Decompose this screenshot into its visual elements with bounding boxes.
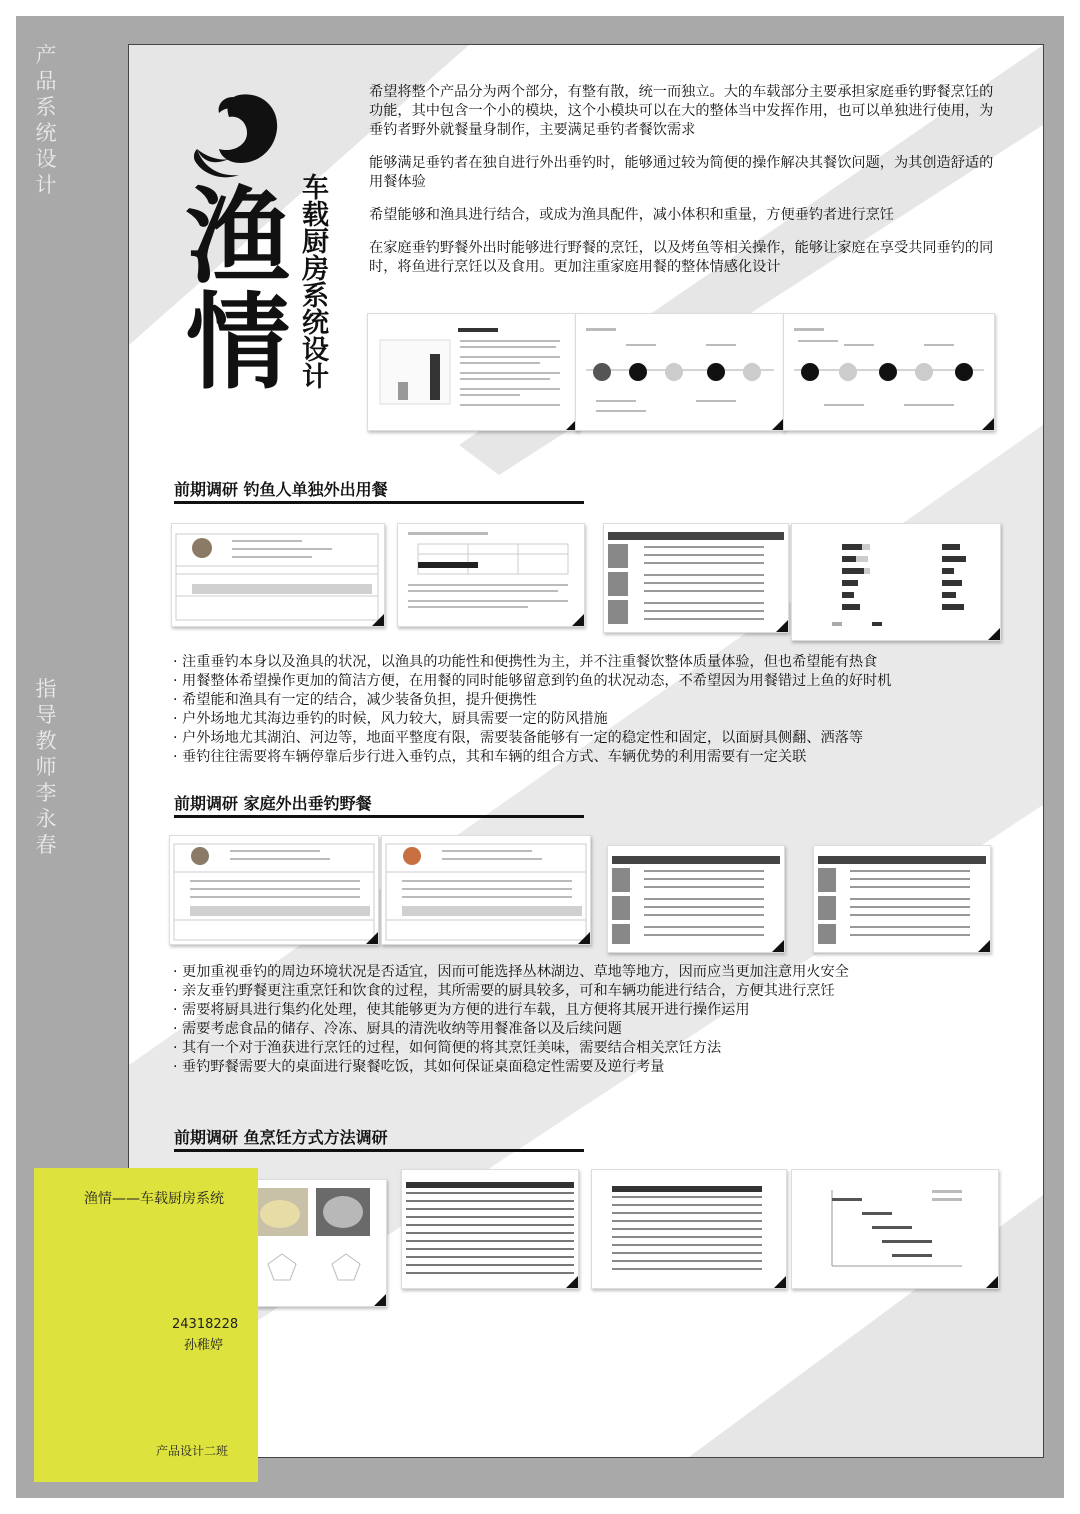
class-name: 产品设计二班 (156, 1444, 229, 1458)
section-heading-cooking (174, 1125, 388, 1151)
side-label-char: 春 (35, 833, 57, 857)
fish-drop-logo (189, 87, 285, 183)
side-label-char: 李 (35, 781, 57, 805)
section-heading-solo (174, 477, 388, 503)
corner-mark (988, 628, 1000, 640)
solo-findings-list (173, 653, 1033, 767)
side-label-char: 品 (35, 69, 57, 93)
side-label-category (34, 42, 58, 198)
corner-mark (774, 1276, 786, 1288)
side-label-char: 设 (35, 147, 57, 171)
finding-item: · 注重垂钓本身以及渔具的状况，以渔具的功能性和便携性为主，并不注重餐饮整体质量体验，但也希望能有热食 (173, 654, 878, 670)
card-title: 渔情——车载厨房系统 (84, 1191, 224, 1207)
thumbnail-cooking-table (401, 1169, 579, 1289)
thumbnail-persona-table-3 (381, 835, 591, 945)
thumbnail-graphic (368, 314, 578, 430)
section-heading-text: 前期调研 家庭外出垂钓野餐 (174, 794, 372, 813)
side-label-char: 导 (35, 703, 57, 727)
thumbnail-graphic (592, 1170, 786, 1288)
finding-item: · 希望能和渔具有一定的结合，减少装备负担，提升便携性 (173, 692, 537, 708)
side-label-instructor (34, 676, 58, 858)
corner-mark (982, 418, 994, 430)
side-label-char: 教 (35, 729, 57, 753)
intro-paragraph: 希望能够和渔具进行结合，或成为渔具配件，减小体积和重量，方便垂钓者进行烹饪 (369, 207, 894, 223)
corner-mark (572, 614, 584, 626)
thumbnail-process-flow (575, 313, 785, 431)
thumbnail-rating-table-3 (813, 845, 991, 953)
thumbnail-cooking-table-2 (591, 1169, 787, 1289)
poster-sheet (128, 44, 1044, 1458)
thumbnail-graphic (784, 314, 994, 430)
side-label-char: 系 (35, 95, 57, 119)
intro-paragraph: 希望将整个产品分为两个部分，有整有散，统一而独立。大的车载部分主要承担家庭垂钓野餐烹饪的功能，其中包含一个小的模块，这个小模块可以在大的整体当中发挥作用，也可以单独进行使用，为垂钓者野外就餐量身制作，主要满足垂钓者餐饮需求 (369, 84, 994, 138)
finding-item: · 需要考虑食品的储存、冷冻、厨具的清洗收纳等用餐准备以及后续问题 (173, 1021, 622, 1037)
thumbnail-graphic (402, 1170, 578, 1288)
intro-paragraph: 在家庭垂钓野餐外出时能够进行野餐的烹饪，以及烤鱼等相关操作，能够让家庭在享受共同垂钓的同时，将鱼进行烹饪以及食用。更加注重家庭用餐的整体情感化设计 (369, 240, 994, 275)
corner-mark (372, 614, 384, 626)
intro-text (369, 83, 999, 291)
finding-item: · 亲友垂钓野餐更注重烹饪和饮食的过程，其所需要的厨具较多，可和车辆功能进行结合，方便其进行烹饪 (173, 983, 835, 999)
thumbnail-bar-chart (791, 523, 1001, 641)
corner-mark (776, 620, 788, 632)
finding-item: · 垂钓野餐需要大的桌面进行聚餐吃饭，其如何保证桌面稳定性需要及逆行考量 (173, 1059, 665, 1075)
finding-item: · 用餐整体希望操作更加的简洁方便，在用餐的同时能够留意到钓鱼的状况动态，不希望因为用餐错过上鱼的好时机 (173, 673, 892, 689)
thumbnail-graphic (170, 836, 378, 944)
side-label-char: 永 (35, 807, 57, 831)
thumbnail-graphic (604, 524, 788, 632)
thumbnail-graphic (576, 314, 784, 430)
finding-item: · 户外场地尤其海边垂钓的时候，风力较大，厨具需要一定的防风措施 (173, 711, 608, 727)
family-findings-list (173, 963, 1033, 1077)
heading-underline (174, 1149, 584, 1152)
thumbnail-temperature-chart (791, 1169, 999, 1289)
thumbnail-equipment-table (397, 523, 585, 627)
student-id: 24318228 (172, 1317, 239, 1332)
poster-subtitle: 车载厨房系统设计 (297, 173, 328, 389)
finding-item: · 户外场地尤其湖泊、河边等，地面平整度有限，需要装备能够有一定的稳定性和固定，以面厨具侧翻、洒落等 (173, 730, 864, 746)
section-heading-family (174, 791, 372, 817)
side-label-char: 计 (35, 173, 57, 197)
heading-underline (174, 815, 584, 818)
side-label-char: 产 (35, 43, 57, 67)
thumbnail-user-characteristics (367, 313, 579, 431)
thumbnail-graphic (398, 524, 584, 626)
corner-mark (978, 940, 990, 952)
corner-mark (578, 932, 590, 944)
thumbnail-graphic (814, 846, 990, 952)
intro-paragraph: 能够满足垂钓者在独自进行外出垂钓时，能够通过较为简便的操作解决其餐饮问题，为其创造舒适的用餐体验 (369, 155, 994, 190)
corner-mark (772, 940, 784, 952)
corner-mark (374, 1294, 386, 1306)
side-label-char: 师 (35, 755, 57, 779)
thumbnail-graphic (172, 524, 384, 626)
info-card (34, 1168, 258, 1482)
thumbnail-graphic (792, 524, 1000, 640)
student-name: 孙稚婷 (184, 1338, 224, 1353)
thumbnail-persona-table-2 (169, 835, 379, 945)
side-label-char: 统 (35, 121, 57, 145)
thumbnail-process-flow-2 (783, 313, 995, 431)
corner-mark (566, 1276, 578, 1288)
section-heading-text: 前期调研 鱼烹饪方式方法调研 (174, 1128, 388, 1147)
thumbnail-cooking-photos (249, 1179, 387, 1307)
thumbnail-graphic (382, 836, 590, 944)
section-heading-text: 前期调研 钓鱼人单独外出用餐 (174, 480, 388, 499)
poster-title: 渔情 (168, 181, 290, 393)
thumbnail-persona-table (171, 523, 385, 627)
finding-item: · 其有一个对于渔获进行烹饪的过程，如何简便的将其烹饪美味，需要结合相关烹饪方法 (173, 1040, 722, 1056)
corner-mark (986, 1276, 998, 1288)
thumbnail-graphic (792, 1170, 998, 1288)
thumbnail-graphic (608, 846, 784, 952)
corner-mark (366, 932, 378, 944)
finding-item: · 垂钓往往需要将车辆停靠后步行进入垂钓点，其和车辆的组合方式、车辆优势的利用需要有一定关联 (173, 749, 807, 765)
thumbnail-graphic (250, 1180, 386, 1306)
finding-item: · 更加重视垂钓的周边环境状况是否适宜，因而可能选择丛林湖边、草地等地方，因而应当更加注意用火安全 (173, 964, 849, 980)
thumbnail-rating-table (603, 523, 789, 633)
side-label-char: 指 (35, 677, 57, 701)
heading-underline (174, 501, 584, 504)
finding-item: · 需要将厨具进行集约化处理，使其能够更为方便的进行车载，且方便将其展开进行操作运用 (173, 1002, 750, 1018)
thumbnail-rating-table-2 (607, 845, 785, 953)
